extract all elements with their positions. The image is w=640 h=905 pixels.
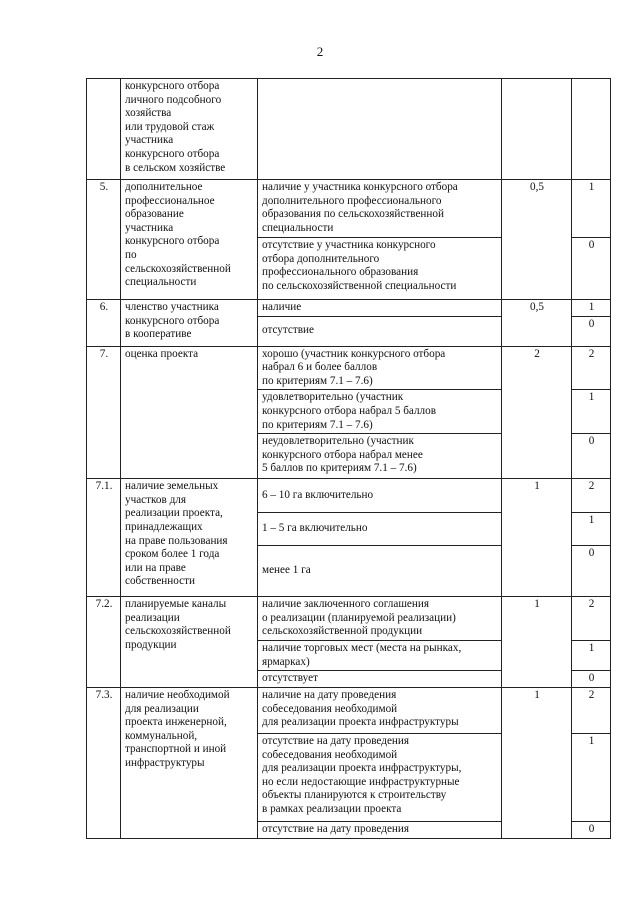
condition-cell: отсутствие на дату проведения xyxy=(258,821,502,838)
score-cell: 0 xyxy=(572,671,611,688)
criterion-cell: членство участника конкурсного отбора в кооперативе xyxy=(121,300,258,347)
table-row-6 xyxy=(87,300,611,317)
condition-cell: наличие xyxy=(258,300,502,317)
row-number-cell: 7.1. xyxy=(87,479,121,597)
score-cell: 2 xyxy=(572,597,611,641)
table-row-7-1 xyxy=(87,479,611,513)
condition-cell: 1 – 5 га включительно xyxy=(258,513,502,546)
condition-cell: 6 – 10 га включительно xyxy=(258,479,502,513)
score-cell: 1 xyxy=(572,300,611,317)
condition-cell: наличие заключенного соглашения о реализации (планируемой реализации) сельскохозяйственной продукции xyxy=(258,597,502,641)
score-cell: 1 xyxy=(572,390,611,434)
weight-cell: 0,5 xyxy=(502,180,572,300)
table-row-7 xyxy=(87,346,611,390)
condition-cell: отсутствует xyxy=(258,671,502,688)
row-number-cell: 5. xyxy=(87,180,121,300)
score-cell: 0 xyxy=(572,546,611,597)
table-row-7-2 xyxy=(87,597,611,641)
row-number-cell: 7.2. xyxy=(87,597,121,688)
criterion-cell: оценка проекта xyxy=(121,346,258,479)
table-row-4-continued xyxy=(87,79,611,180)
criteria-table xyxy=(86,78,611,839)
criterion-cell: планируемые каналы реализации сельскохозяйственной продукции xyxy=(121,597,258,688)
score-cell: 2 xyxy=(572,479,611,513)
score-cell: 2 xyxy=(572,346,611,390)
condition-cell: отсутствие xyxy=(258,316,502,346)
condition-cell xyxy=(258,79,502,180)
condition-cell: удовлетворительно (участник конкурсного отбора набрал 5 баллов по критериям 7.1 – 7.6) xyxy=(258,390,502,434)
weight-cell: 2 xyxy=(502,346,572,479)
score-cell: 1 xyxy=(572,641,611,671)
weight-cell: 1 xyxy=(502,597,572,688)
score-cell: 1 xyxy=(572,513,611,546)
row-number-cell: 7.3. xyxy=(87,687,121,838)
criterion-cell: конкурсного отбора личного подсобного хозяйства или трудовой стаж участника конкурсного отбора в сельском хозяйстве xyxy=(121,79,258,180)
score-cell xyxy=(572,79,611,180)
weight-cell: 1 xyxy=(502,687,572,838)
criterion-cell: наличие земельных участков для реализации проекта, принадлежащих на праве пользования сроком более 1 года или на праве собственности xyxy=(121,479,258,597)
condition-cell: наличие торговых мест (места на рынках, ярмарках) xyxy=(258,641,502,671)
criterion-cell: наличие необходимой для реализации проекта инженерной, коммунальной, транспортной и иной инфраструктуры xyxy=(121,687,258,838)
weight-cell xyxy=(502,79,572,180)
weight-cell: 0,5 xyxy=(502,300,572,347)
page-number: 2 xyxy=(316,44,324,59)
row-number-cell: 6. xyxy=(87,300,121,347)
weight-cell: 1 xyxy=(502,479,572,597)
condition-cell: хорошо (участник конкурсного отбора набрал 6 и более баллов по критериям 7.1 – 7.6) xyxy=(258,346,502,390)
condition-cell: наличие у участника конкурсного отбора дополнительного профессионального образования по сельскохозяйственной специальности xyxy=(258,180,502,238)
score-cell: 0 xyxy=(572,238,611,300)
table-row-5 xyxy=(87,180,611,238)
condition-cell: наличие на дату проведения собеседования необходимой для реализации проекта инфраструктуры xyxy=(258,687,502,733)
score-cell: 2 xyxy=(572,687,611,733)
condition-cell: отсутствие на дату проведения собеседования необходимой для реализации проекта инфраструктуры, но если недостающие инфраструктурные объекты планируются к строительству в рамках реализации проекта xyxy=(258,733,502,821)
score-cell: 1 xyxy=(572,180,611,238)
row-number-cell xyxy=(87,79,121,180)
score-cell: 0 xyxy=(572,434,611,479)
criterion-cell: дополнительное профессиональное образование участника конкурсного отбора по сельскохозяйственной специальности xyxy=(121,180,258,300)
condition-cell: отсутствие у участника конкурсного отбора дополнительного профессионального образования по сельскохозяйственной специальности xyxy=(258,238,502,300)
score-cell: 1 xyxy=(572,733,611,821)
score-cell: 0 xyxy=(572,821,611,838)
score-cell: 0 xyxy=(572,316,611,346)
table-row-7-3 xyxy=(87,687,611,733)
condition-cell: менее 1 га xyxy=(258,546,502,597)
condition-cell: неудовлетворительно (участник конкурсного отбора набрал менее 5 баллов по критериям 7.1 – 7.6) xyxy=(258,434,502,479)
row-number-cell: 7. xyxy=(87,346,121,479)
